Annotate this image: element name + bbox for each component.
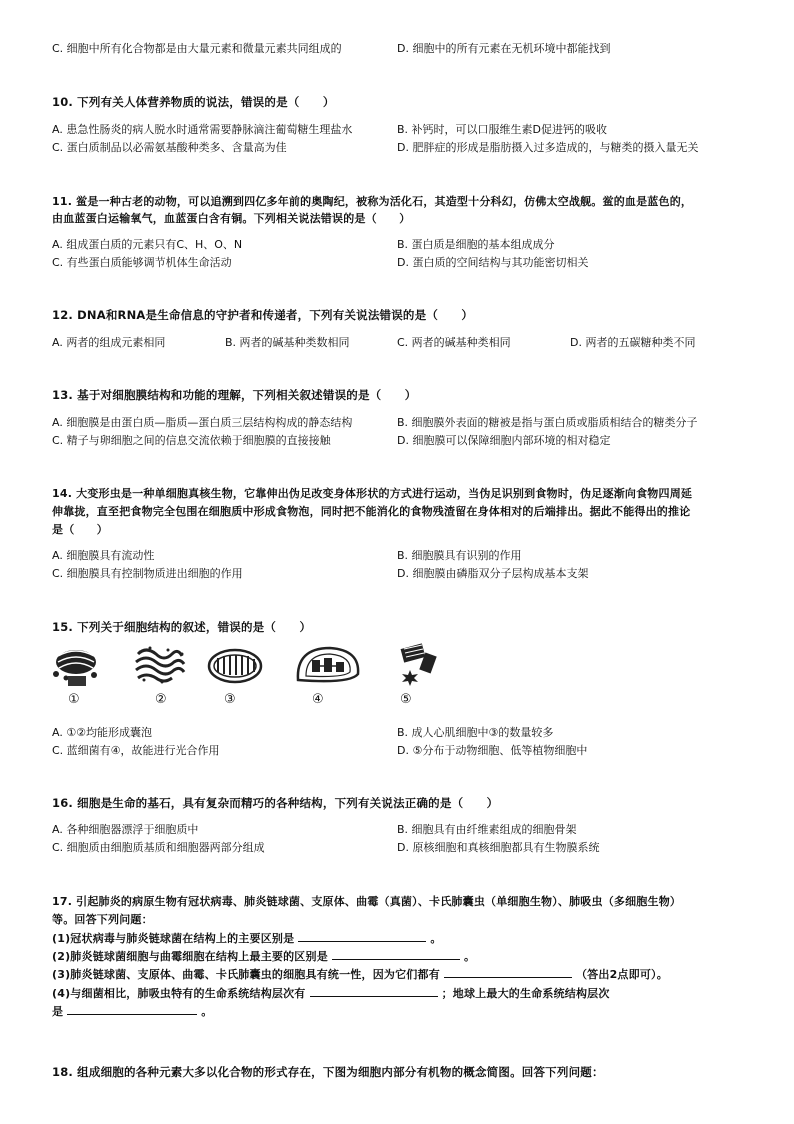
q10-option-c: C. 蛋白质制品以必需氨基酸种类多、含量高为佳 [52, 141, 287, 154]
q15-option-b: B. 成人心肌细胞中③的数量较多 [397, 726, 554, 739]
q16-option-a: A. 各种细胞器漂浮于细胞质中 [52, 823, 199, 836]
q13-stem: 13. 基于对细胞膜结构和功能的理解，下列相关叙述错误的是（ ） [52, 388, 417, 402]
q15-option-a: A. ①②均能形成囊泡 [52, 726, 153, 739]
q17-part3-end: （答出2点即可）。 [575, 968, 668, 981]
q17-part4-middle: ；地球上最大的生命系统结构层次 [441, 987, 610, 1000]
q10-stem: 10. 下列有关人体营养物质的说法，错误的是（ ） [52, 95, 335, 109]
q16-option-d: D. 原核细胞和真核细胞都具有生物膜系统 [397, 841, 600, 854]
q15-stem: 15. 下列关于细胞结构的叙述，错误的是（ ） [52, 620, 312, 634]
q17-part3-prompt: (3)肺炎链球菌、支原体、曲霉、卡氏肺囊虫的细胞具有统一性，因为它们都有 [52, 968, 440, 981]
q10-option-a: A. 患急性肠炎的病人脱水时通常需要静脉滴注葡萄糖生理盐水 [52, 123, 353, 136]
q17-part4-prompt-2: 是 [52, 1005, 64, 1018]
q17-stem-line2: 等。回答下列问题： [52, 913, 153, 926]
q14-stem-line3: 是（ ） [52, 523, 108, 536]
q10-option-b: B. 补钙时，可以口服维生素D促进钙的吸收 [397, 123, 608, 136]
q16-option-c: C. 细胞质由细胞质基质和细胞器两部分组成 [52, 841, 265, 854]
q16-option-b: B. 细胞具有由纤维素组成的细胞骨架 [397, 823, 577, 836]
q12-option-a: A. 两者的组成元素相同 [52, 336, 166, 349]
q12-option-d: D. 两者的五碳糖种类不同 [570, 336, 696, 349]
q14-stem-line2: 伸靠拢，直至把食物完全包围在细胞质中形成食物泡，同时把不能消化的食物残渣留在身体相对的后端排出。据此不能得出的推论 [52, 505, 691, 518]
q17-part1-prompt: (1)冠状病毒与肺炎链球菌在结构上的主要区别是 [52, 932, 295, 945]
q14-option-c: C. 细胞膜具有控制物质进出细胞的作用 [52, 567, 243, 580]
q17-part1 [52, 930, 442, 946]
q15-option-d: D. ⑤分布于动物细胞、低等植物细胞中 [397, 744, 588, 757]
q13-option-a: A. 细胞膜是由蛋白质—脂质—蛋白质三层结构构成的静态结构 [52, 416, 353, 429]
q12-stem: 12. DNA和RNA是生命信息的守护者和传递者，下列有关说法错误的是（ ） [52, 308, 474, 322]
mitochondrion-drawing [209, 650, 261, 682]
q15-option-c: C. 蓝细菌有④，故能进行光合作用 [52, 744, 220, 757]
q15-figure-label-1: ① [68, 692, 80, 707]
q17-part3-answer-blank[interactable] [444, 966, 572, 978]
q11-option-b: B. 蛋白质是细胞的基本组成成分 [397, 238, 555, 251]
golgi-apparatus-drawing [53, 650, 97, 686]
q15-figure-label-3: ③ [224, 692, 236, 707]
q17-stem-line1: 17. 引起肺炎的病原生物有冠状病毒、肺炎链球菌、支原体、曲霉（真菌）、卡氏肺囊虫（单细胞生物）、肺吸虫（多细胞生物） [52, 895, 682, 908]
q13-option-b: B. 细胞膜外表面的糖被是指与蛋白质或脂质相结合的糖类分子 [397, 416, 698, 429]
q17-part4-end: 。 [201, 1005, 213, 1018]
q14-option-d: D. 细胞膜由磷脂双分子层构成基本支架 [397, 567, 589, 580]
q17-part4-prompt: (4)与细菌相比，肺吸虫特有的生命系统结构层次有 [52, 987, 306, 1000]
q17-part1-answer-blank[interactable] [298, 930, 426, 942]
q17-part3 [52, 966, 668, 982]
q14-stem-line1: 14. 大变形虫是一种单细胞真核生物，它靠伸出伪足改变身体形状的方式进行运动，当伪足识别到食物时，伪足逐渐向食物四周延 [52, 487, 693, 500]
q11-stem-line1: 11. 鲎是一种古老的动物，可以追溯到四亿多年前的奥陶纪，被称为活化石，其造型十分科幻，仿佛太空战舰。鲎的血是蓝色的， [52, 195, 693, 208]
q13-option-d: D. 细胞膜可以保障细胞内部环境的相对稳定 [397, 434, 611, 447]
q15-organelle-figure [50, 640, 450, 712]
q15-figure-label-2: ② [155, 692, 167, 707]
q17-part4 [52, 985, 610, 1001]
q17-part2-prompt: (2)肺炎链球菌细胞与曲霉细胞在结构上最主要的区别是 [52, 950, 328, 963]
q11-option-d: D. 蛋白质的空间结构与其功能密切相关 [397, 256, 589, 269]
q17-part1-end: 。 [430, 932, 442, 945]
q9-option-c: C. 细胞中所有化合物都是由大量元素和微量元素共同组成的 [52, 42, 342, 55]
q18-stem: 18. 组成细胞的各种元素大多以化合物的形式存在，下图为细胞内部分有机物的概念简图。回答下列问题： [52, 1065, 604, 1079]
q10-option-d: D. 肥胖症的形成是脂肪摄入过多造成的，与糖类的摄入量无关 [397, 141, 699, 154]
q17-part2 [52, 948, 475, 964]
q11-option-c: C. 有些蛋白质能够调节机体生命活动 [52, 256, 232, 269]
q17-part4-answer-blank-1[interactable] [310, 985, 438, 997]
q9-option-d: D. 细胞中的所有元素在无机环境中都能找到 [397, 42, 611, 55]
centrosome-drawing [401, 643, 437, 686]
endoplasmic-reticulum-drawing [136, 647, 184, 684]
q14-option-a: A. 细胞膜具有流动性 [52, 549, 155, 562]
q13-option-c: C. 精子与卵细胞之间的信息交流依赖于细胞膜的直接接触 [52, 434, 331, 447]
q15-figure-label-5: ⑤ [400, 692, 412, 707]
q12-option-c: C. 两者的碱基种类相同 [397, 336, 511, 349]
q11-option-a: A. 组成蛋白质的元素只有C、H、O、N [52, 238, 243, 251]
q17-part2-end: 。 [463, 950, 476, 963]
q17-part4-continued [52, 1003, 212, 1019]
chloroplast-drawing [298, 648, 358, 681]
q14-option-b: B. 细胞膜具有识别的作用 [397, 549, 522, 562]
q17-part2-answer-blank[interactable] [332, 948, 460, 960]
q17-part4-answer-blank-2[interactable] [67, 1003, 197, 1015]
q11-stem-line2: 由血蓝蛋白运输氧气，血蓝蛋白含有铜。下列相关说法错误的是（ ） [52, 212, 411, 225]
q15-figure-label-4: ④ [312, 692, 324, 707]
q12-option-b: B. 两者的碱基种类数相同 [225, 336, 350, 349]
q16-stem: 16. 细胞是生命的基石，具有复杂而精巧的各种结构，下列有关说法正确的是（ ） [52, 796, 499, 810]
